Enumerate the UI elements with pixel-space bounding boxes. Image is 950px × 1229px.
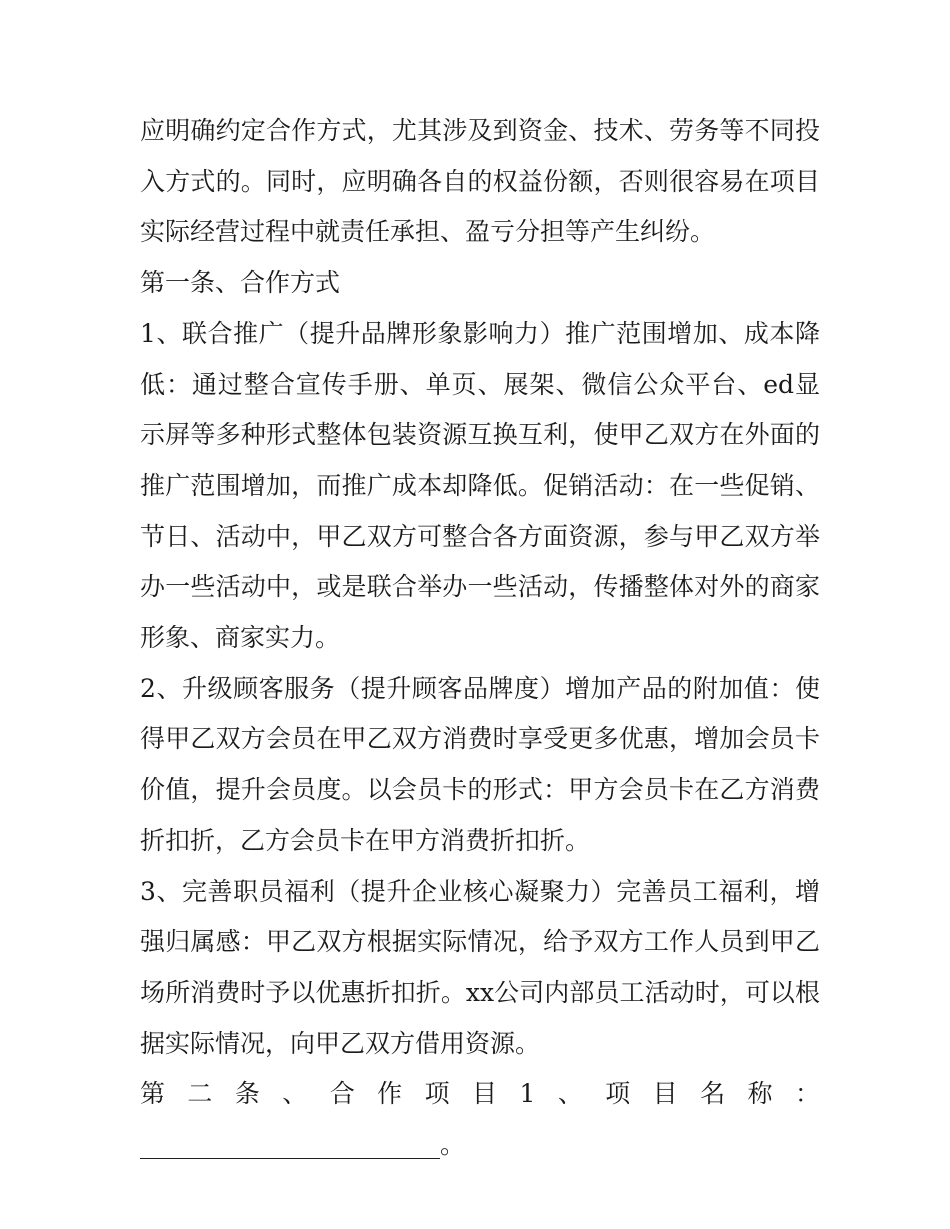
section-heading-cooperation-method: 第一条、合作方式	[140, 268, 341, 298]
paragraph-item-3: 3、完善职员福利（提升企业核心凝聚力）完善员工福利，增强归属感：甲乙双方根据实际情况，给予双方工作人员到甲乙场所消费时予以优惠折扣折。xx公司内部员工活动时，可以根据实际情况，向甲乙双方借用资源。	[140, 876, 820, 1058]
paragraph-item-1: 1、联合推广（提升品牌形象影响力）推广范围增加、成本降低：通过整合宣传手册、单页、展架、微信公众平台、ed显示屏等多种形式整体包装资源互换互利，使甲乙双方在外面的推广范围增加，而推广成本却降低。促销活动：在一些促销、节日、活动中，甲乙双方可整合各方面资源，参与甲乙双方举办一些活动中，或是联合举办一些活动，传播整体对外的商家形象、商家实力。	[140, 318, 820, 653]
paragraph-item-2: 2、升级顾客服务（提升顾客品牌度）增加产品的附加值：使得甲乙双方会员在甲乙双方消费时享受更多优惠，增加会员卡价值，提升会员度。以会员卡的形式：甲方会员卡在乙方消费折扣折，乙方会员卡在甲方消费折扣折。	[140, 673, 820, 855]
document-body	[140, 106, 820, 1171]
section-heading-cooperation-project: 第二条、合作项目1、项目名称：________________________。	[140, 1079, 820, 1160]
paragraph-intro: 应明确约定合作方式，尤其涉及到资金、技术、劳务等不同投入方式的。同时，应明确各自的权益份额，否则很容易在项目实际经营过程中就责任承担、盈亏分担等产生纠纷。	[140, 116, 820, 247]
